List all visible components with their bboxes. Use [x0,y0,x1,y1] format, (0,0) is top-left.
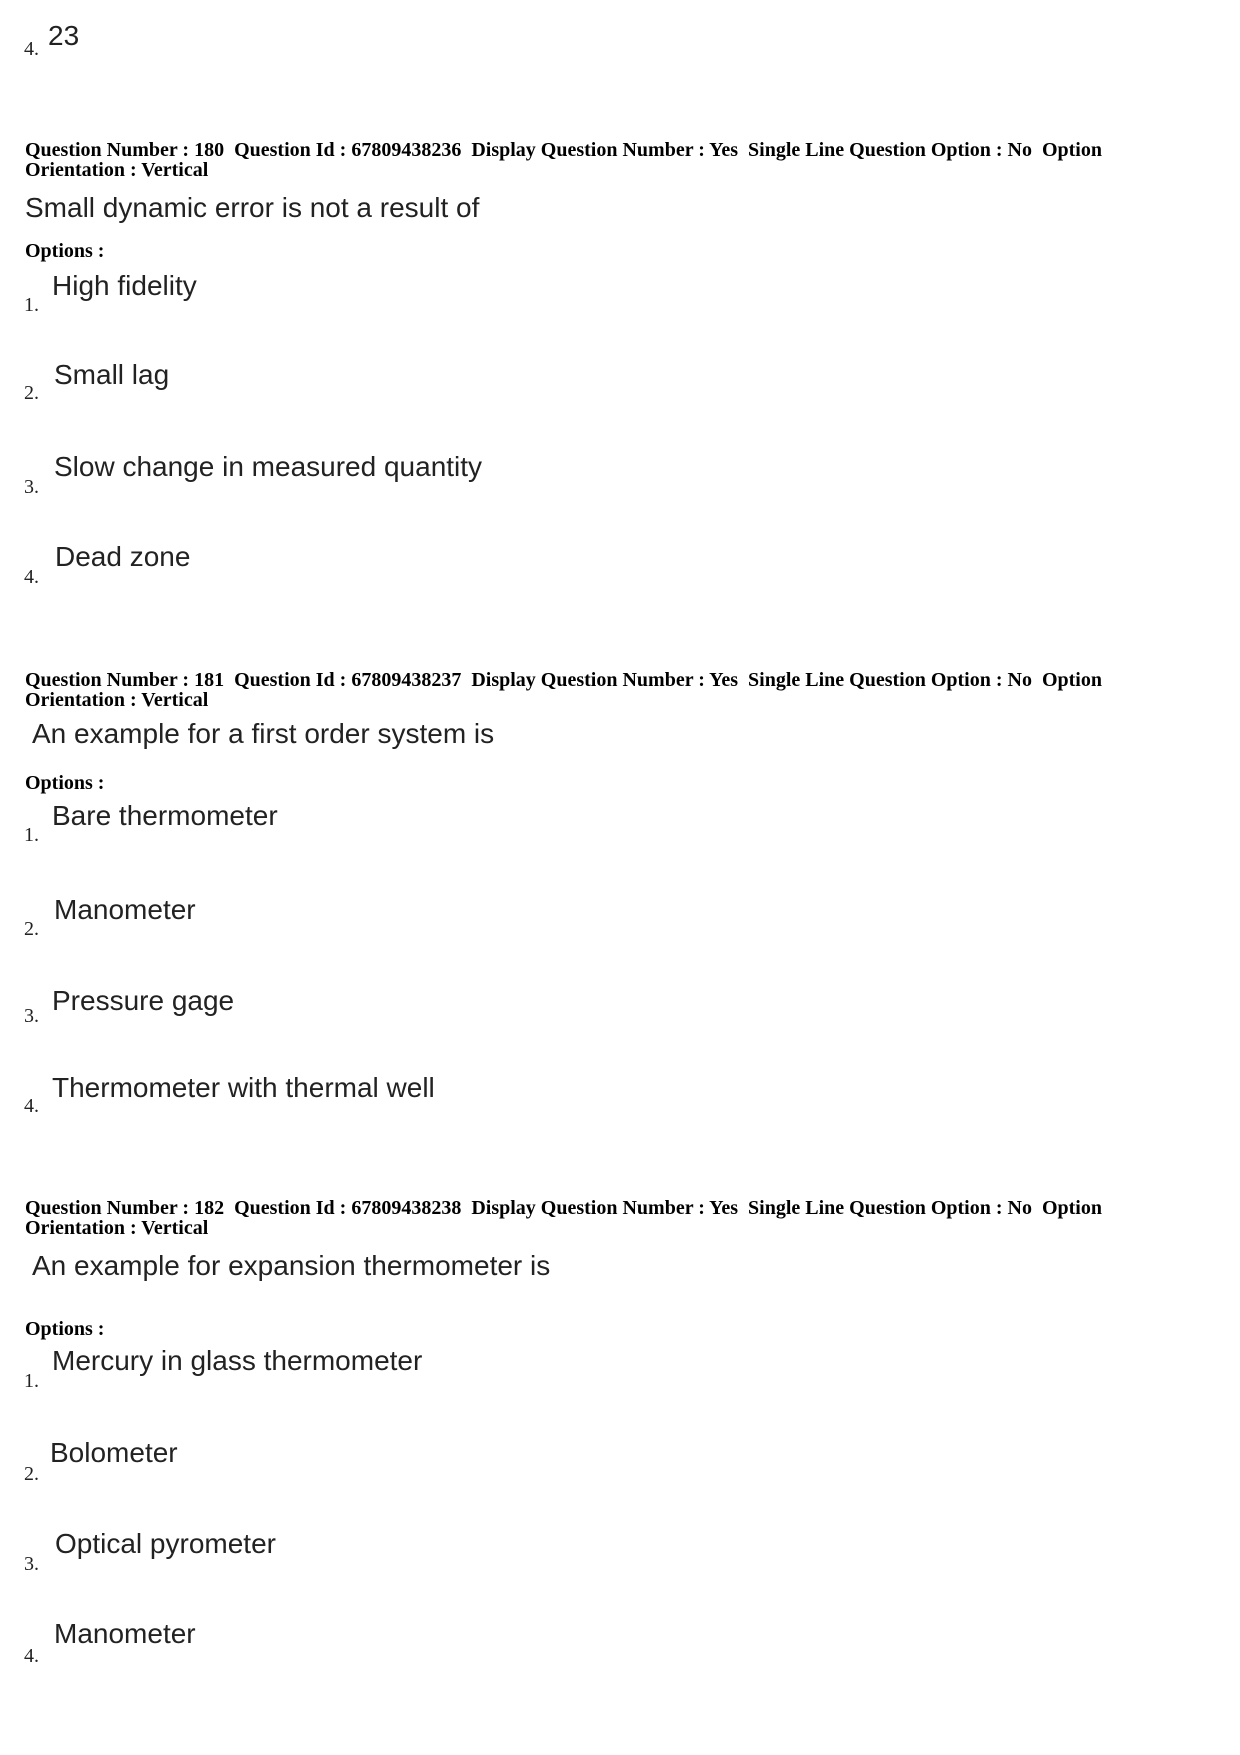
option-number: 3. [24,1553,39,1575]
option-text: Dead zone [55,541,191,572]
question-text: Small dynamic error is not a result of [25,192,480,223]
option-text: Manometer [54,894,196,925]
option-text: Manometer [54,1618,196,1649]
option-number: 1. [24,1370,39,1392]
option-number: 4. [24,1095,39,1117]
option-text: Small lag [54,359,170,390]
question-meta: Question Number : 180 Question Id : 67809438236 Display Question Number : Yes Single Line Question Option : No Option Orientation : Vertical [25,139,1107,181]
option-text: High fidelity [52,270,197,301]
option-number: 2. [24,382,39,404]
question-meta: Question Number : 181 Question Id : 67809438237 Display Question Number : Yes Single Line Question Option : No Option Orientation : Vertical [25,669,1107,711]
option-number: 4. [24,1645,39,1667]
option-number: 4. [24,38,39,60]
option-number: 2. [24,1463,39,1485]
option-number: 2. [24,918,39,940]
option-text: Mercury in glass thermometer [52,1345,423,1376]
option-text: Slow change in measured quantity [54,451,483,482]
option-text: Optical pyrometer [55,1528,276,1559]
option-number: 3. [24,476,39,498]
option-number: 3. [24,1005,39,1027]
option-text: Bare thermometer [52,800,278,831]
question-text: An example for expansion thermometer is [32,1250,551,1281]
option-text: Thermometer with thermal well [52,1072,435,1103]
question-text: An example for a first order system is [32,718,495,749]
options-label: Options : [25,1318,105,1340]
option-text: Pressure gage [52,985,235,1016]
question-meta: Question Number : 182 Question Id : 67809438238 Display Question Number : Yes Single Line Question Option : No Option Orientation : Vertical [25,1197,1107,1239]
option-number: 4. [24,566,39,588]
option-number: 1. [24,824,39,846]
option-text: 23 [48,20,80,51]
option-number: 1. [24,294,39,316]
options-label: Options : [25,240,105,262]
option-text: Bolometer [50,1437,178,1468]
options-label: Options : [25,772,105,794]
